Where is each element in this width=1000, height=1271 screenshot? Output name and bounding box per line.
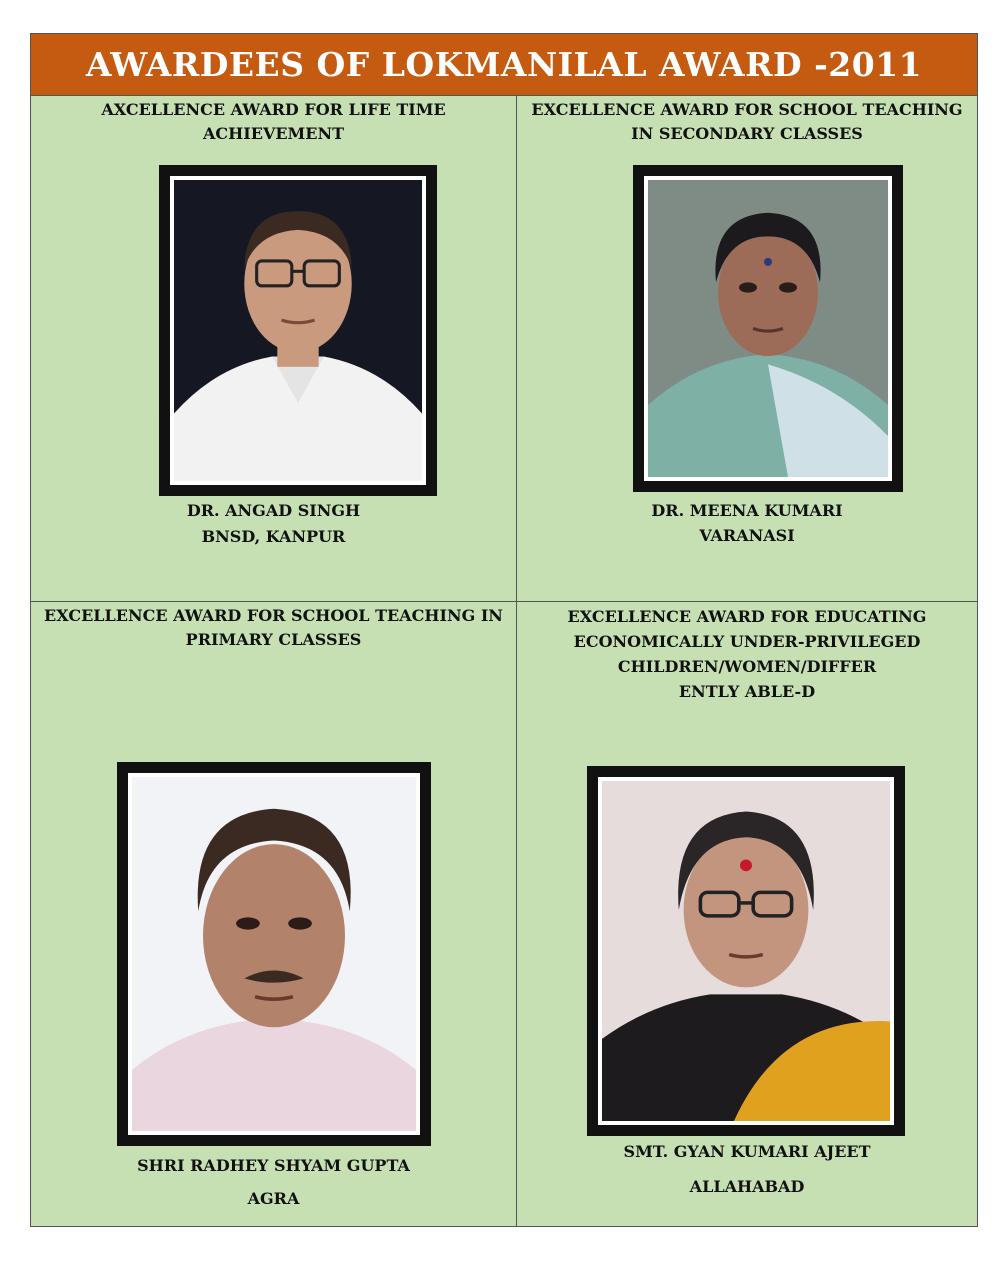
award-cell-secondary — [517, 96, 977, 602]
awardee-name: SMT. GYAN KUMARI AJEET — [623, 1142, 871, 1161]
awardee-place: AGRA — [247, 1189, 300, 1208]
photo-frame — [159, 165, 437, 496]
award-cell-underprivileged — [517, 602, 977, 1226]
awardee-place: BNSD, KANPUR — [201, 527, 346, 546]
awardee-name: SHRI RADHEY SHYAM GUPTA — [137, 1156, 410, 1175]
award-category: EXCELLENCE AWARD FOR SCHOOL TEACHING IN PRIMARY CLASSES — [44, 606, 503, 649]
award-cell-life-time — [31, 96, 517, 602]
awardee-name: DR. ANGAD SINGH — [186, 501, 361, 520]
photo-frame — [633, 165, 903, 492]
award-category: AXCELLENCE AWARD FOR LIFE TIME ACHIEVEMENT — [101, 100, 446, 143]
awardee-photo-woman-glasses — [602, 781, 890, 1121]
awardee-name: DR. MEENA KUMARI — [651, 501, 843, 520]
awardee-photo-man-glasses — [174, 180, 422, 481]
award-category: EXCELLENCE AWARD FOR EDUCATING ECONOMICALLY UNDER-PRIVILEGED CHILDREN/WOMEN/DIFFER ENTLY ABLE-D — [567, 607, 927, 701]
awardee-place: ALLAHABAD — [689, 1177, 805, 1196]
awardee-place: VARANASI — [699, 526, 795, 545]
photo-frame — [117, 762, 431, 1146]
awardee-photo-woman-saree — [648, 180, 888, 477]
title-banner — [31, 34, 977, 96]
photo-frame — [587, 766, 905, 1136]
page-title: AWARDEES OF LOKMANILAL AWARD -2011 — [85, 45, 923, 84]
awardees-sheet — [30, 33, 978, 1227]
awardee-photo-man-mustache — [132, 777, 416, 1131]
award-cell-primary — [31, 602, 517, 1226]
award-category: EXCELLENCE AWARD FOR SCHOOL TEACHING IN SECONDARY CLASSES — [531, 100, 963, 143]
